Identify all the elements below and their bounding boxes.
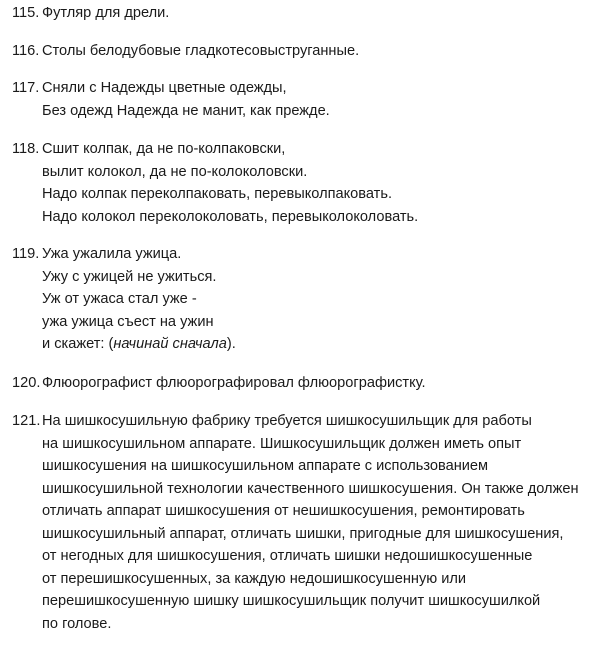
line-prefix: и скажет: ( [42, 336, 114, 352]
text-line: Столы белодубовые гладкотесовыструганные. [42, 43, 360, 59]
text-line: Без одежд Надежда не манит, как прежде. [42, 102, 330, 119]
text-line: Надо колпак переколпаковать, перевыколпаковать. [42, 186, 393, 202]
entry-number: 119. [12, 246, 40, 262]
italic-phrase: начинай сначала [113, 336, 227, 352]
entry-text [42, 372, 607, 395]
entry-number: 121. [12, 413, 41, 429]
text-line: На шишкосушильную фабрику требуется шишкосушильщик для работы [42, 413, 532, 429]
entry-number: 118. [12, 141, 40, 157]
text-line: вылит колокол, да не по-колоколовски. [42, 163, 308, 180]
text-line: по голове. [42, 615, 112, 632]
entry-number: 117. [12, 80, 40, 96]
text-line: от перешишкосушенных, за каждую недошишкосушенную или [42, 570, 467, 587]
entry-text [42, 243, 607, 356]
entry-number: 115. [12, 5, 40, 21]
text-line: от негодных для шишкосушения, отличать шишки недошишкосушенные [42, 548, 533, 564]
text-line: отличать аппарат шишкосушения от нешишкосушения, ремонтировать [42, 503, 525, 519]
text-line: Ужа ужалила ужица. [42, 246, 182, 262]
entry-text [42, 138, 607, 228]
entry-text [42, 40, 607, 63]
text-line: Уж от ужаса стал уже - [42, 291, 197, 307]
entry-text [42, 77, 607, 122]
entry-text [42, 410, 607, 635]
entry-text [42, 2, 607, 25]
text-line: перешишкосушенную шишку шишкосушильщик получит шишкосушилкой [42, 593, 541, 609]
line-suffix: ). [226, 336, 236, 352]
text-line: Сняли с Надежды цветные одежды, [42, 80, 287, 96]
text-line: Сшит колпак, да не по-колпаковски, [42, 141, 286, 157]
text-line: ужа ужица съест на ужин [42, 313, 214, 330]
text-line: на шишкосушильном аппарате. Шишкосушильщик должен иметь опыт [42, 435, 522, 452]
text-line: шишкосушения на шишкосушильном аппарате с использованием [42, 458, 489, 474]
text-line-with-italic [42, 333, 607, 356]
entry-number: 120. [12, 375, 41, 391]
text-line: Надо колокол переколоколовать, перевыколоколовать. [42, 208, 419, 225]
entry-number: 116. [12, 43, 40, 59]
text-line: Футляр для дрели. [42, 5, 170, 21]
text-line: шишкосушильной технологии качественного шишкосушения. Он также должен [42, 480, 579, 497]
text-line: Флюорографист флюорографировал флюорографистку. [42, 375, 426, 391]
text-line: шишкосушильный аппарат, отличать шишки, пригодные для шишкосушения, [42, 525, 564, 542]
text-line: Ужу с ужицей не ужиться. [42, 268, 217, 285]
